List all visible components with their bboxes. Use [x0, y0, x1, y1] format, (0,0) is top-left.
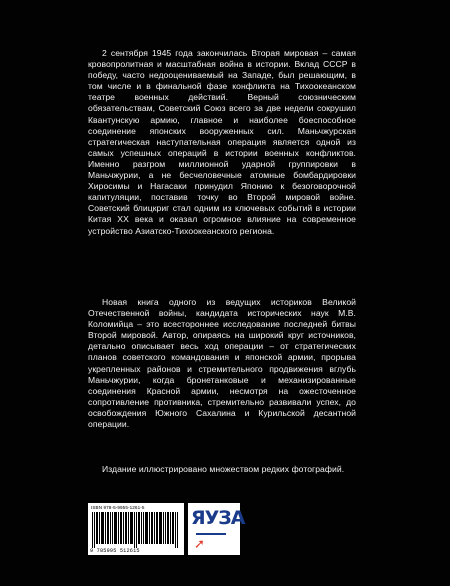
- annotation-paragraph-1: 2 сентября 1945 года закончилась Вторая мировая – самая кровопролитная и масштабная война в истории. Вклад СССР в победу, часто недооцениваемый на Западе, был решающим, в том числе и в финальной фазе конфликта на Тихоокеанском театре военных действий. Верный союзническим обязательствам, Советский Союз всего за две недели сокрушил Квантунскую армию, главное и наиболее боеспособное соединение японских вооруженных сил. Маньчжурская стратегическая наступательная операция является одной из самых успешных операций в истории военных конфликтов. Именно разгром миллионной ударной группировки в Маньчжурии, а не бесчеловечные атомные бомбардировки Хиросимы и Нагасаки принудил Японию к безоговорочной капитуляции, поставив точку во Второй мировой войне. Советский блицкриг стал одним из ключевых событий в истории Китая XX века и оказал огромное влияние на современное устройство Азиатско-Тихоокеанского региона.: [88, 48, 356, 236]
- publisher-logo: [188, 503, 245, 555]
- publisher-logo-text: ЯУЗА: [191, 507, 245, 529]
- annotation-paragraph-2: Новая книга одного из ведущих историков Великой Отечественной войны, кандидата исторических наук М.В. Коломийца – это всестороннее исследование последней битвы Второй мировой. Автор, опираясь на широкий круг источников, детально описывает весь ход операции – от стратегических планов советского командования и японской армии, прорыва укрепленных районов и стремительного продвижения вглубь Маньчжурии, когда бронетанковые и механизированные соединения Красной армии, несмотря на ожесточенное сопротивление противника, стремительно развивали успех, до освобождения Южного Сахалина и Курильской десантной операции.: [88, 297, 356, 430]
- barcode-bars: [92, 512, 180, 548]
- barcode-digits: 9 785995 512615: [90, 548, 140, 554]
- logo-arrow-icon: ➚: [194, 537, 205, 552]
- annotation-paragraph-3: Издание иллюстрировано множеством редких фотографий.: [102, 464, 345, 474]
- isbn-barcode: [88, 503, 184, 555]
- logo-underline: [196, 533, 226, 535]
- isbn-number: ISBN 978-5-9955-1261-5: [91, 505, 145, 510]
